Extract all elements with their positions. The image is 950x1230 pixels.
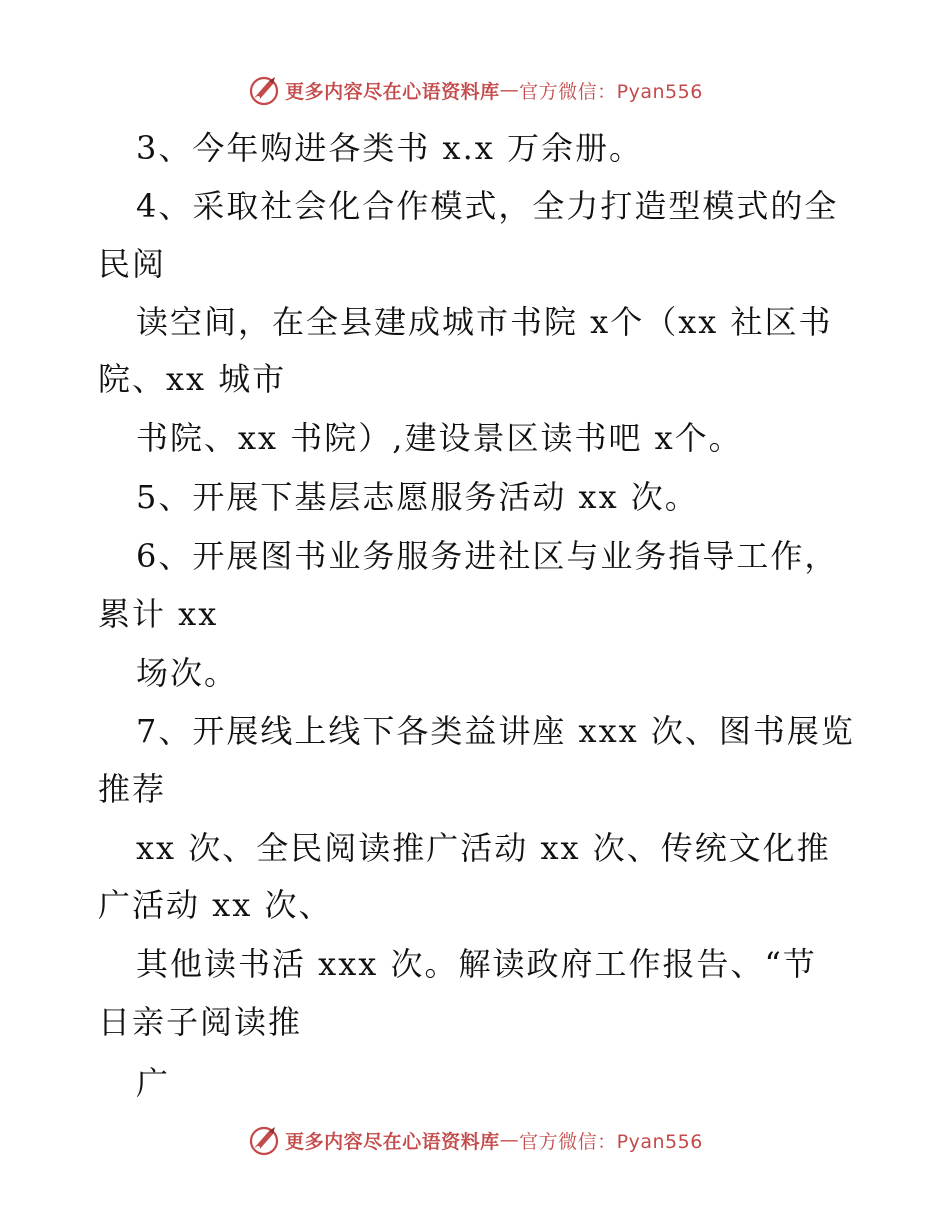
quill-logo-icon [247, 73, 281, 107]
body-line-11: 7、开展线上线下各类益讲座 xxx 次、图书展览 [136, 712, 855, 750]
body-line-2: 4、采取社会化合作模式，全力打造型模式的全 [136, 187, 839, 225]
contact-text: 官方微信：Pyan556 [519, 1130, 703, 1153]
brand-text: 更多内容尽在心语资料库 [285, 1130, 500, 1153]
body-line-9: 累计 xx [98, 595, 219, 633]
body-line-1: 3、今年购进各类书 x.x 万余册。 [136, 129, 643, 167]
body-line-10: 场次。 [136, 654, 239, 692]
body-line-17: 广 [136, 1064, 171, 1102]
body-line-15: 其他读书活 xxx 次。解读政府工作报告、“节 [136, 945, 817, 983]
brand-separator: — [499, 1129, 520, 1151]
body-line-14: 广活动 xx 次、 [98, 886, 333, 924]
brand-separator: — [499, 79, 520, 101]
body-line-3: 民阅 [98, 245, 167, 283]
body-line-7: 5、开展下基层志愿服务活动 xx 次。 [136, 478, 699, 516]
body-line-12: 推荐 [98, 770, 167, 808]
body-line-5: 院、xx 城市 [98, 360, 287, 398]
body-line-8: 6、开展图书业务服务进社区与业务指导工作， [136, 537, 839, 575]
brand-text: 更多内容尽在心语资料库 [285, 80, 500, 103]
body-line-13: xx 次、全民阅读推广活动 xx 次、传统文化推 [136, 829, 831, 867]
quill-logo-icon [247, 1123, 281, 1157]
contact-text: 官方微信：Pyan556 [519, 80, 703, 103]
body-line-4: 读空间，在全县建成城市书院 x个（xx 社区书 [136, 303, 833, 341]
body-line-6: 书院、xx 书院）,建设景区读书吧 x个。 [136, 419, 743, 457]
footer-watermark [0, 1120, 950, 1160]
body-line-16: 日亲子阅读推 [98, 1003, 303, 1041]
header-watermark [0, 70, 950, 110]
